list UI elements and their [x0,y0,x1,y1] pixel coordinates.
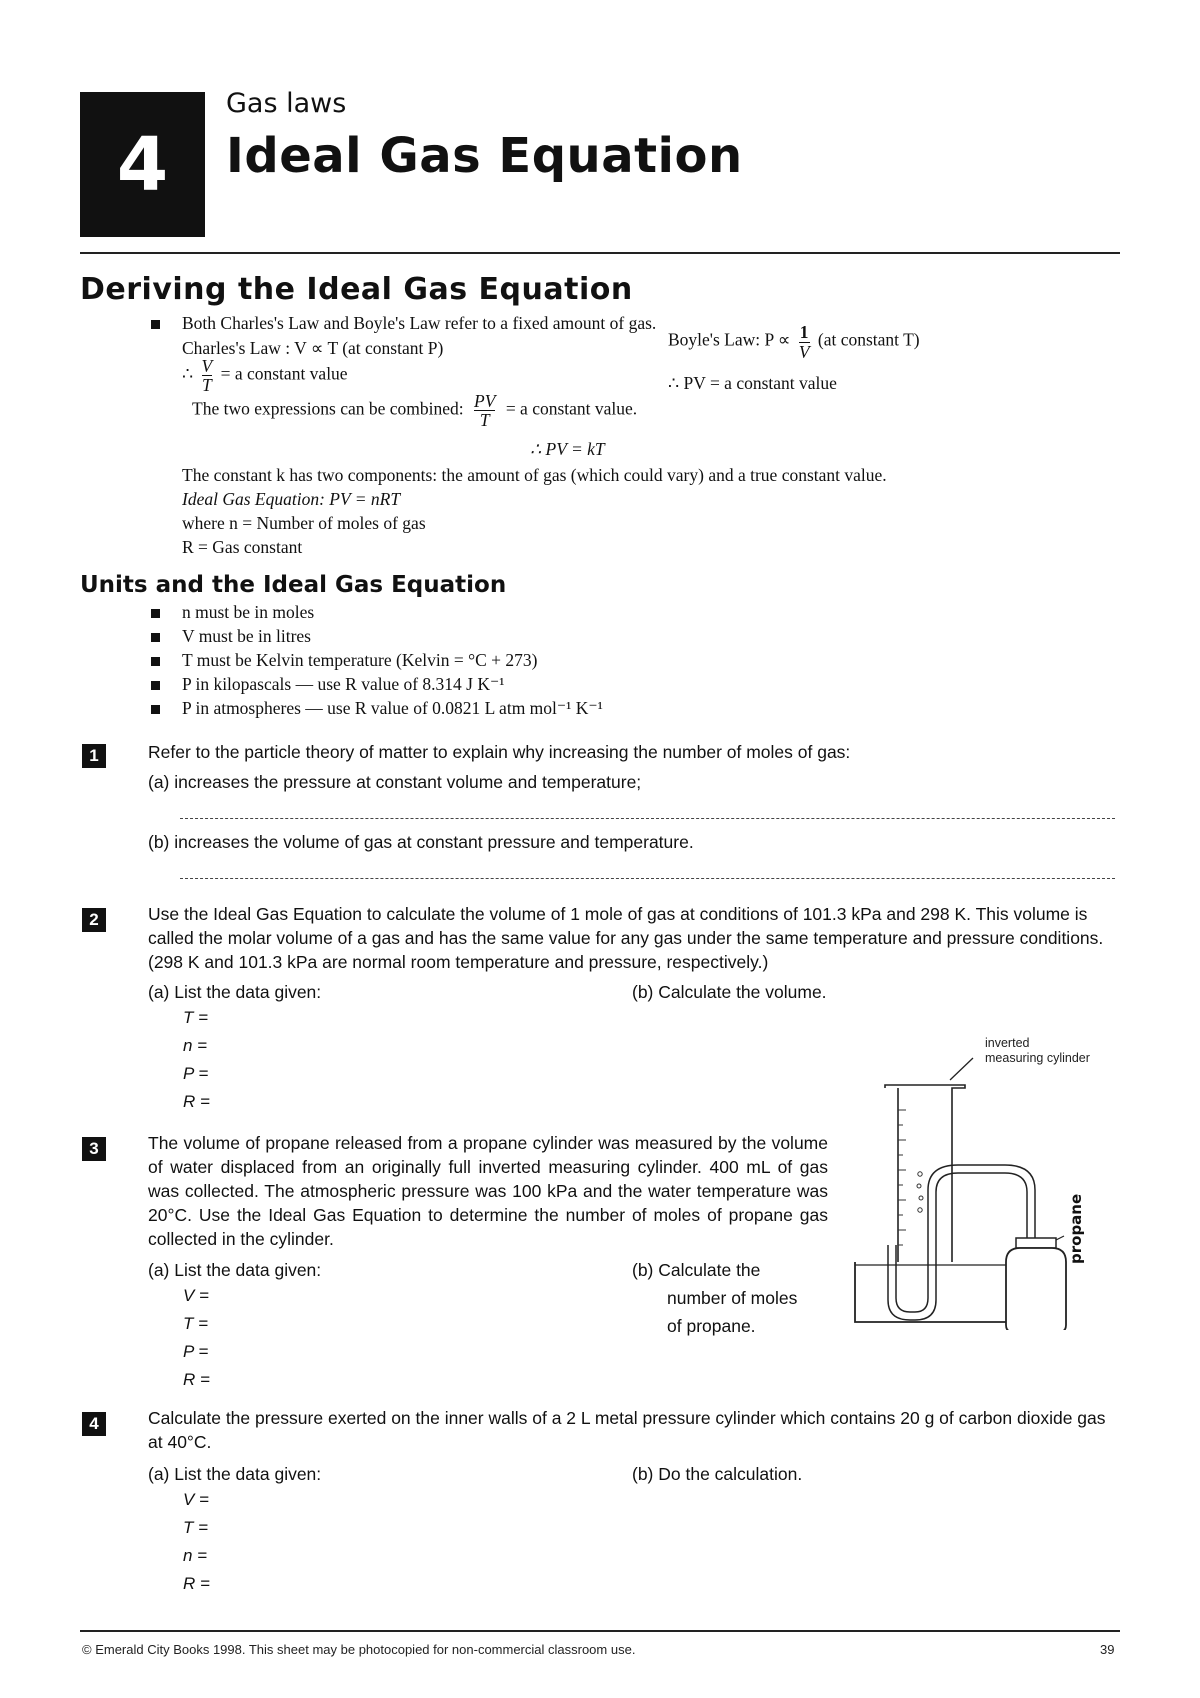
boyles-law-suffix: (at constant T) [817,329,920,350]
water-trough [855,1262,1025,1322]
page-title: Ideal Gas Equation [226,128,743,184]
header-divider [80,252,1120,254]
charles-law: Charles's Law : V ∝ T (at constant P) [182,338,444,358]
propane-apparatus-diagram [840,1040,1140,1330]
data-variable: T = [183,1518,209,1537]
footer-divider [80,1630,1120,1632]
combine-line [192,392,637,429]
page-number: 39 [1100,1642,1115,1657]
boyles-law-prefix: Boyle's Law: P ∝ [668,329,791,350]
fraction-denominator: V [798,342,810,362]
question-3-part-a: (a) List the data given: [148,1260,322,1280]
question-2-part-a: (a) List the data given: [148,982,322,1002]
propane-cylinder [1006,1248,1066,1330]
graduation-marks [898,1110,906,1245]
chapter-number-box: 4 [80,92,205,237]
answer-line[interactable] [180,878,1115,879]
units-item: P in kilopascals — use R value of 8.314 J K⁻¹ [182,674,505,694]
question-2-part-b: (b) Calculate the volume. [632,982,827,1002]
bullet [151,609,160,618]
combine-result: = a constant value. [505,398,638,419]
valve-handle [1056,1236,1064,1240]
question-1-text: Refer to the particle theory of matter to explain why increasing the number of moles of gas: [148,742,851,762]
bullet [151,320,160,329]
fraction-denominator: T [202,375,212,395]
units-item: V must be in litres [182,626,311,646]
question-3-part-b-line3: of propane. [667,1316,756,1336]
u-bend-outer [888,1245,936,1320]
diagram-label-line1: inverted [985,1036,1030,1050]
data-variable: T = [183,1008,209,1027]
data-variable: n = [183,1036,208,1055]
units-item: T must be Kelvin temperature (Kelvin = °C + 273) [182,650,538,670]
question-number-4: 4 [82,1412,106,1436]
charles-result-text: = a constant value [220,363,348,384]
ideal-gas-equation: Ideal Gas Equation: PV = nRT [182,489,401,509]
constant-k-text: The constant k has two components: the amount of gas (which could vary) and a true constant value. [182,465,887,485]
data-variable: P = [183,1342,209,1361]
answer-line[interactable] [180,818,1115,819]
u-bend-inner [896,1245,928,1312]
combine-text: The two expressions can be combined: [192,398,464,419]
fraction-denominator: T [479,410,490,430]
footer-copyright: © Emerald City Books 1998. This sheet may be photocopied for non-commercial classroom use. [82,1642,636,1657]
data-variable: P = [183,1064,209,1083]
gas-bubbles [917,1172,923,1212]
question-3-part-b-line1: (b) Calculate the [632,1260,761,1280]
section-heading-units: Units and the Ideal Gas Equation [80,572,507,598]
question-number-2: 2 [82,908,106,932]
boyles-law [668,322,920,361]
data-variable: V = [183,1286,209,1305]
topic-label: Gas laws [226,88,347,119]
question-number-3: 3 [82,1137,106,1161]
therefore-symbol: ∴ [182,363,194,384]
fraction-v-over-t [202,357,213,394]
units-item: P in atmospheres — use R value of 0.0821 L atm mol⁻¹ K⁻¹ [182,698,603,718]
question-number-1: 1 [82,744,106,768]
diagram-label-line2: measuring cylinder [985,1051,1090,1065]
bullet [151,681,160,690]
question-1-part-b: (b) increases the volume of gas at constant pressure and temperature. [148,832,694,852]
data-variable: n = [183,1546,208,1565]
question-4-text: Calculate the pressure exerted on the inner walls of a 2 L metal pressure cylinder which contains 20 g of carbon dioxide gas at 40°C. [148,1408,1106,1452]
charles-result [182,357,348,394]
bullet [151,657,160,666]
delivery-tube-outer [928,1165,1035,1245]
section-heading-deriving: Deriving the Ideal Gas Equation [80,272,633,307]
fraction-numerator: PV [474,391,496,411]
data-variable: R = [183,1574,210,1593]
boyle-result: ∴ PV = a constant value [668,373,837,393]
pv-equals-kt: ∴ PV = kT [530,439,605,459]
fraction-numerator: V [201,356,213,376]
data-variable: V = [183,1490,209,1509]
propane-label: propane [1067,1193,1085,1264]
fraction-numerator: 1 [799,322,809,342]
question-4-part-b: (b) Do the calculation. [632,1464,803,1484]
data-variable: R = [183,1370,210,1389]
question-3-part-b-line2: number of moles [667,1288,798,1308]
fraction-pv-over-t [474,392,495,429]
bullet [151,633,160,642]
deriving-intro: Both Charles's Law and Boyle's Law refer to a fixed amount of gas. [182,313,657,333]
where-r: R = Gas constant [182,537,303,557]
data-variable: T = [183,1314,209,1333]
question-2-text: Use the Ideal Gas Equation to calculate the volume of 1 mole of gas at conditions of 101.3 kPa and 298 K. This volume is called the molar volume of a gas and has the same value for any gas under the same temperature and pressure conditions. (298 K and 101.3 kPa are normal room temperature and pressure, respectively.) [148,904,1104,972]
delivery-tube-inner [936,1173,1027,1245]
label-pointer-line [950,1058,973,1080]
bullet [151,705,160,714]
fraction-one-over-v [799,322,810,361]
question-3-text: The volume of propane released from a propane cylinder was measured by the volume of water displaced from an originally full inverted measuring cylinder. 400 mL of gas was collected. The atmospheric pressure was 100 kPa and the water temperature was 20°C. Use the Ideal Gas Equation to determine the number of moles of propane gas collected in the cylinder. [148,1133,828,1249]
cylinder-valve [1016,1238,1056,1248]
question-1-part-a: (a) increases the pressure at constant volume and temperature; [148,772,642,792]
units-item: n must be in moles [182,602,315,622]
question-4-part-a: (a) List the data given: [148,1464,322,1484]
data-variable: R = [183,1092,210,1111]
where-n: where n = Number of moles of gas [182,513,426,533]
